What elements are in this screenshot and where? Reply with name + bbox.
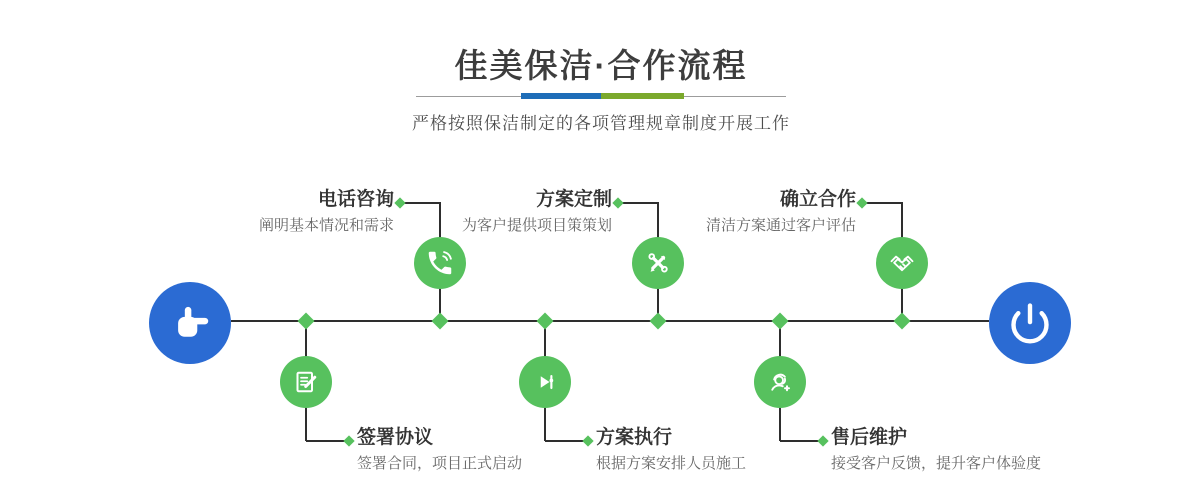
start-node	[149, 282, 231, 364]
label-diamond	[612, 197, 623, 208]
step-label-aftersale	[831, 425, 1041, 475]
label-diamond	[582, 435, 593, 446]
connector-stub	[620, 202, 658, 204]
label-diamond	[394, 197, 405, 208]
label-diamond	[343, 435, 354, 446]
step-label-phone	[259, 187, 394, 237]
step-title: 电话咨询	[317, 189, 394, 210]
step-desc: 为客户提供项目策策划	[461, 217, 612, 234]
play-execute-icon	[530, 367, 560, 397]
step-node-sign	[280, 356, 332, 408]
connector-stub	[864, 202, 902, 204]
divider-blue-segment	[521, 93, 601, 99]
headset-support-icon	[765, 367, 795, 397]
step-title: 方案定制	[535, 189, 612, 210]
step-label-execute	[596, 425, 746, 475]
step-desc: 根据方案安排人员施工	[596, 455, 747, 472]
step-label-sign	[357, 425, 522, 475]
power-icon	[1008, 301, 1052, 345]
contract-sign-icon	[291, 367, 321, 397]
step-node-plan	[632, 237, 684, 289]
handshake-icon	[887, 248, 917, 278]
step-desc: 阐明基本情况和需求	[258, 217, 394, 234]
step-title: 售后维护	[831, 427, 908, 448]
step-desc: 清洁方案通过客户评估	[705, 217, 856, 234]
step-desc: 签署合同，项目正式启动	[357, 455, 523, 472]
page-title: 佳美保洁·合作流程	[454, 47, 748, 84]
step-label-plan	[462, 187, 612, 237]
step-node-cooperate	[876, 237, 928, 289]
timeline-diamond	[772, 313, 789, 330]
divider-olive-segment	[601, 93, 684, 99]
step-node-aftersale	[754, 356, 806, 408]
pencil-wrench-icon	[643, 248, 673, 278]
connector-stub	[402, 202, 440, 204]
pointing-hand-icon	[167, 300, 213, 346]
step-title: 方案执行	[596, 427, 673, 448]
timeline-diamond	[650, 313, 667, 330]
phone-icon	[425, 248, 455, 278]
label-diamond	[856, 197, 867, 208]
timeline-diamond	[537, 313, 554, 330]
label-diamond	[817, 435, 828, 446]
step-title: 签署协议	[357, 427, 434, 448]
timeline-line	[231, 320, 989, 322]
end-node	[989, 282, 1071, 364]
step-node-execute	[519, 356, 571, 408]
page-subtitle: 严格按照保洁制定的各项管理规章制度开展工作	[412, 114, 790, 133]
timeline-diamond	[298, 313, 315, 330]
timeline-diamond	[432, 313, 449, 330]
timeline-diamond	[894, 313, 911, 330]
step-node-phone	[414, 237, 466, 289]
step-title: 确立合作	[779, 189, 856, 210]
step-label-cooperate	[706, 187, 856, 237]
step-desc: 接受客户反馈，提升客户体验度	[831, 455, 1042, 472]
